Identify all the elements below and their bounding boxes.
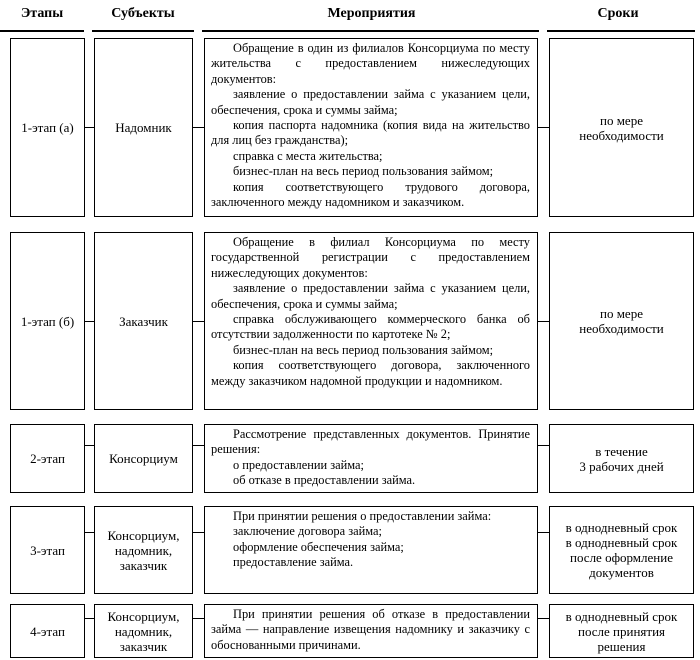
row2-activity-line: Обращение в филиал Консорциума по месту государственной регистрации с предоставлением нижеследующих документов:	[211, 235, 530, 280]
header-terms: Сроки	[597, 6, 639, 21]
header-stages: Этапы	[20, 6, 64, 21]
row5-activities	[204, 604, 538, 658]
row4-activity-line: заключение договора займа;	[233, 524, 382, 539]
header-separator-3	[202, 30, 539, 32]
row2-connector-3	[538, 321, 549, 322]
row2-activity-line: заявление о предоставлении займа с указанием цели, обеспечения, срока и суммы займа;	[211, 281, 530, 311]
row2-connector-2	[193, 321, 204, 322]
row3-activities	[204, 424, 538, 493]
row1-activity-line: копия соответствующего трудового договора, заключенного между надомником и заказчиком.	[211, 179, 530, 210]
row4-activity-line: оформление обеспечения займа;	[233, 539, 404, 554]
row3-stage: 2-этап	[10, 424, 85, 493]
row3-connector-3	[538, 445, 549, 446]
row1-stage: 1-этап (а)	[10, 38, 85, 217]
row5-connector-1	[85, 618, 94, 619]
row1-term: по мере необходимости	[549, 38, 694, 217]
row4-term: в однодневный срок в однодневный срок после оформление документов	[549, 506, 694, 594]
row2-activities	[204, 232, 538, 410]
row2-stage: 1-этап (б)	[10, 232, 85, 410]
row4-activity-line: предоставление займа.	[233, 555, 354, 570]
row1-connector-2	[193, 127, 204, 128]
row1-activity-line: бизнес-план на весь период пользования займом;	[233, 164, 494, 179]
row2-activity-line: бизнес-план на весь период пользования займом;	[233, 342, 494, 357]
row3-connector-1	[85, 445, 94, 446]
header-separator-2	[92, 30, 194, 32]
row5-activity-line: При принятии решения об отказе в предоставлении займа — направление извещения надомнику и заказчику с обоснованными причинами.	[211, 607, 530, 652]
header-separator-4	[547, 30, 695, 32]
row4-connector-3	[538, 532, 549, 533]
row4-connector-1	[85, 532, 94, 533]
row4-stage: 3-этап	[10, 506, 85, 594]
row1-activity-line: копия паспорта надомника (копия вида на жительство для лиц без гражданства);	[211, 118, 530, 148]
row4-activities	[204, 506, 538, 594]
header-separator-1	[0, 30, 84, 32]
row3-activity-line: Рассмотрение представленных документов. Принятие решения:	[211, 427, 530, 457]
row2-activity-line: копия соответствующего договора, заключенного между заказчиком надомной продукции и надомником.	[211, 358, 530, 388]
row5-subject: Консорциум, надомник, заказчик	[94, 604, 193, 658]
row3-connector-2	[193, 445, 204, 446]
row4-connector-2	[193, 532, 204, 533]
row4-subject: Консорциум, надомник, заказчик	[94, 506, 193, 594]
row4-activity-line: При принятии решения о предоставлении займа:	[233, 509, 492, 523]
row5-connector-2	[193, 618, 204, 619]
row3-term: в течение 3 рабочих дней	[549, 424, 694, 493]
row1-subject: Надомник	[94, 38, 193, 217]
row5-term: в однодневный срок после принятия решения	[549, 604, 694, 658]
row1-connector-1	[85, 127, 94, 128]
row2-term: по мере необходимости	[549, 232, 694, 410]
row2-activity-line: справка обслуживающего коммерческого банка об отсутствии задолженности по картотеке № 2;	[211, 312, 530, 342]
header-subjects: Субъекты	[111, 6, 175, 21]
row3-subject: Консорциум	[94, 424, 193, 493]
row1-activity-line: справка с места жительства;	[233, 148, 383, 163]
row2-connector-1	[85, 321, 94, 322]
row1-activity-line: Обращение в один из филиалов Консорциума по месту жительства с предоставлением нижеследующих документов:	[211, 41, 530, 86]
row1-connector-3	[538, 127, 549, 128]
header-activities: Мероприятия	[327, 6, 416, 21]
row3-activity-line: об отказе в предоставлении займа.	[233, 473, 416, 488]
row2-subject: Заказчик	[94, 232, 193, 410]
row3-activity-line: о предоставлении займа;	[233, 457, 364, 472]
row5-stage: 4-этап	[10, 604, 85, 658]
row1-activity-line: заявление о предоставлении займа с указанием цели, обеспечения, срока и суммы займа;	[211, 87, 530, 117]
row1-activities	[204, 38, 538, 217]
row5-connector-3	[538, 618, 549, 619]
